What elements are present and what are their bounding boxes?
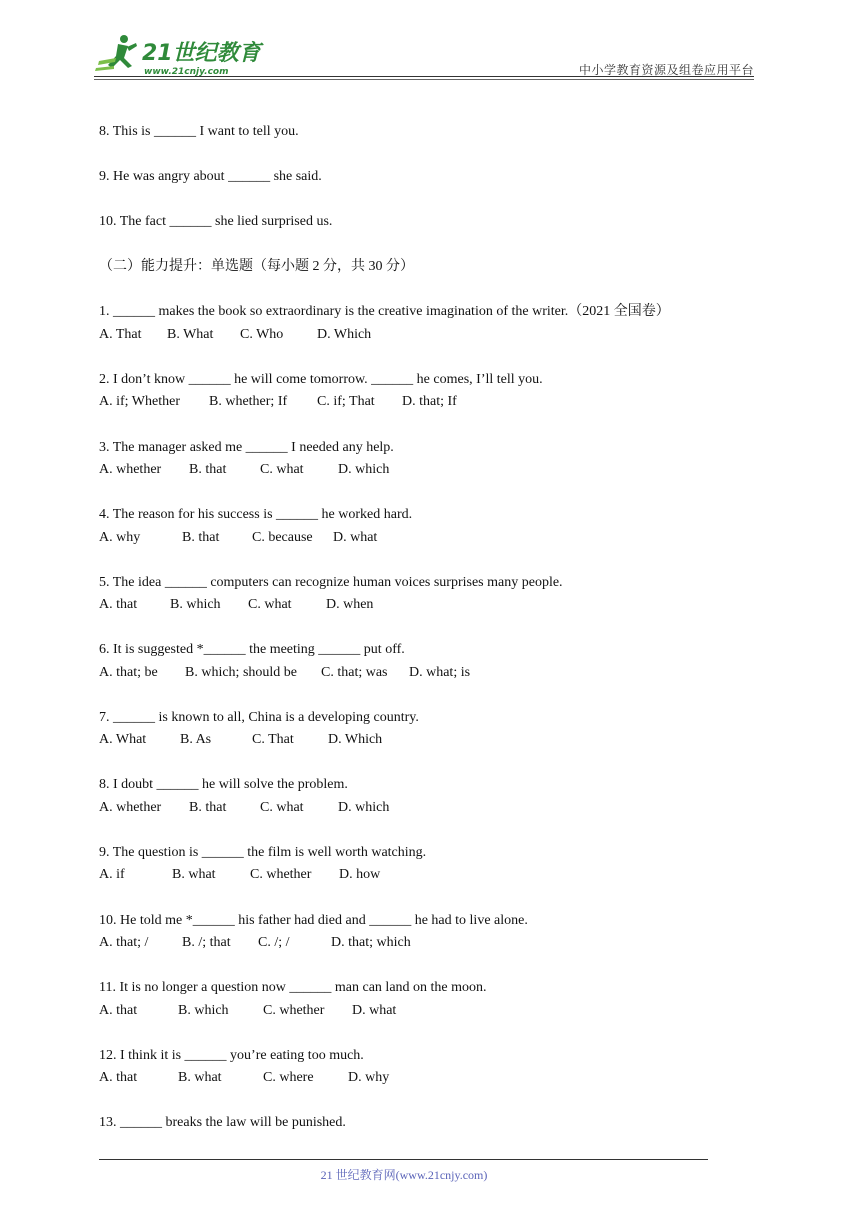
question-options: [99, 394, 457, 410]
option: B. which: [178, 1003, 229, 1018]
option: A. if: [99, 867, 125, 882]
option: D. which: [338, 800, 390, 815]
question-options: [99, 327, 371, 343]
question-options: [99, 1070, 389, 1086]
option: B. As: [180, 732, 212, 747]
question-options: [99, 1003, 396, 1019]
option: C. whether: [250, 867, 312, 882]
question-options: [99, 597, 373, 613]
option: A. whether: [99, 462, 162, 477]
question-stem: 13. ______ breaks the law will be punished.: [99, 1115, 346, 1130]
option: A. that: [99, 597, 138, 612]
question-stem: 4. The reason for his success is ______ he worked hard.: [99, 507, 413, 522]
option: D. what; is: [409, 665, 471, 680]
option: B. that: [189, 462, 227, 477]
question-options: [99, 800, 389, 816]
option: A. that: [99, 1070, 138, 1085]
option: B. which: [170, 597, 221, 612]
option: A. What: [99, 732, 147, 747]
question-options: [99, 732, 382, 748]
option: C. whether: [263, 1003, 325, 1018]
header-rule-thin: [94, 79, 754, 80]
option: B. that: [182, 530, 220, 545]
option: B. which; should be: [185, 665, 297, 680]
option: D. Which: [328, 732, 383, 747]
question-stem: 9. The question is ______ the film is well worth watching.: [99, 845, 427, 860]
logo-url: www.21cnjy.com: [144, 67, 229, 77]
option: D. Which: [317, 327, 372, 342]
option: D. which: [338, 462, 390, 477]
footer-rule: [99, 1159, 708, 1160]
option: D. that; If: [402, 394, 457, 409]
option: D. what: [352, 1003, 397, 1018]
header-rule: [94, 76, 754, 77]
section-title: （二）能力提升：单选题（每小题 2 分，共 30 分）: [99, 259, 414, 274]
logo: [94, 34, 264, 78]
question-stem: 11. It is no longer a question now ______ man can land on the moon.: [99, 980, 487, 995]
logo-text: 21世纪教育: [142, 41, 261, 66]
option: C. /; /: [258, 935, 290, 950]
option: C. where: [263, 1070, 314, 1085]
question-options: [99, 867, 380, 883]
option: D. why: [348, 1070, 390, 1085]
option: C. what: [260, 800, 304, 815]
option: A. why: [99, 530, 141, 545]
option: B. that: [189, 800, 227, 815]
question-stem: 12. I think it is ______ you’re eating too much.: [99, 1048, 364, 1063]
page-footer: 21 世纪教育网(www.21cnjy.com): [320, 1168, 488, 1182]
option: C. what: [248, 597, 292, 612]
question-options: [99, 530, 377, 546]
option: A. whether: [99, 800, 162, 815]
runner-icon: [95, 35, 137, 71]
option: B. whether; If: [209, 394, 288, 409]
option: A. that; /: [99, 935, 149, 950]
option: D. how: [339, 867, 381, 882]
question-options: [99, 462, 389, 478]
page-header: [0, 0, 860, 80]
fill-item: 9. He was angry about ______ she said.: [99, 169, 322, 184]
question-stem: 8. I doubt ______ he will solve the problem.: [99, 777, 348, 792]
question-options: [99, 935, 411, 951]
option: C. what: [260, 462, 304, 477]
option: B. what: [172, 867, 216, 882]
question-stem: 6. It is suggested *______ the meeting ______ put off.: [99, 642, 405, 657]
question-stem: 1. ______ makes the book so extraordinary is the creative imagination of the writer.（2021 全国卷）: [99, 304, 670, 319]
option: C. if; That: [317, 394, 375, 409]
option: A. if; Whether: [99, 394, 180, 409]
option: C. Who: [240, 327, 284, 342]
option: B. /; that: [182, 935, 231, 950]
option: B. what: [178, 1070, 222, 1085]
question-stem: 10. He told me *______ his father had died and ______ he had to live alone.: [99, 913, 528, 928]
option: D. what: [333, 530, 378, 545]
option: A. that: [99, 1003, 138, 1018]
question-stem: 5. The idea ______ computers can recognize human voices surprises many people.: [99, 575, 563, 590]
option: B. What: [167, 327, 214, 342]
question-stem: 7. ______ is known to all, China is a developing country.: [99, 710, 419, 725]
option: A. That: [99, 327, 142, 342]
question-options: [99, 665, 470, 681]
fill-item: 10. The fact ______ she lied surprised us.: [99, 214, 333, 229]
platform-name: 中小学教育资源及组卷应用平台: [578, 63, 754, 77]
option: C. because: [252, 530, 313, 545]
option: C. That: [252, 732, 294, 747]
option: D. when: [326, 597, 374, 612]
question-stem: 3. The manager asked me ______ I needed any help.: [99, 440, 394, 455]
fill-item: 8. This is ______ I want to tell you.: [99, 124, 299, 139]
option: C. that; was: [321, 665, 388, 680]
option: D. that; which: [331, 935, 411, 950]
question-stem: 2. I don’t know ______ he will come tomorrow. ______ he comes, I’ll tell you.: [99, 372, 543, 387]
option: A. that; be: [99, 665, 158, 680]
